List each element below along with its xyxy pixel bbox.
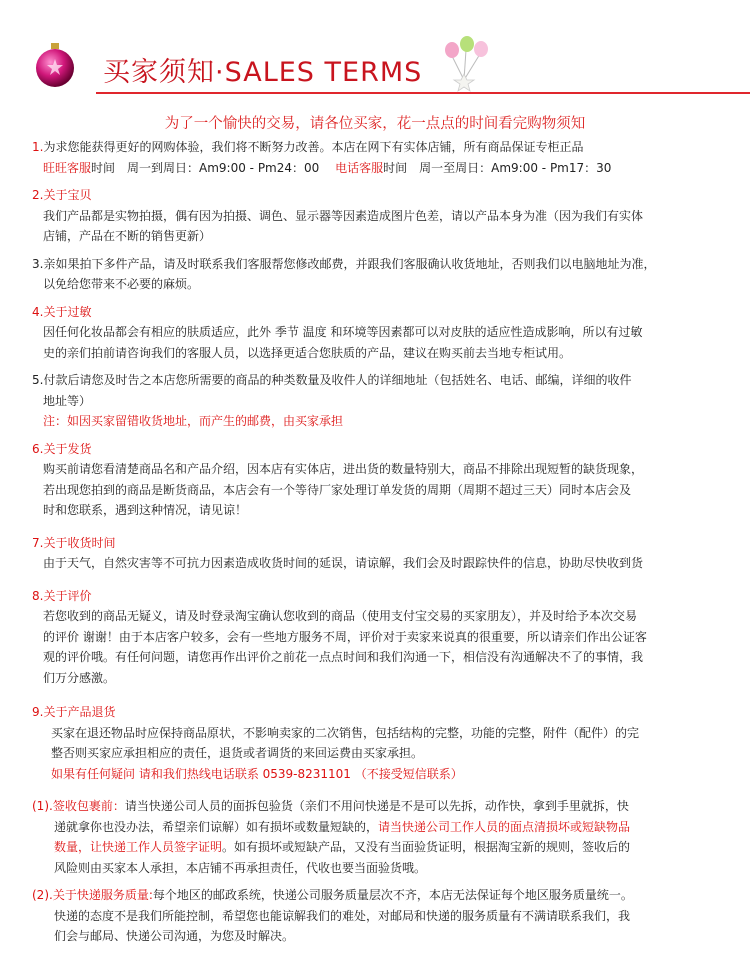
section-text: 由于天气，自然灾害等不可抗力因素造成收货时间的延误，请谅解，我们会及时跟踪快件的信息，协助尽快收到货 bbox=[43, 556, 644, 570]
section-text: 以免给您带来不必要的麻烦。 bbox=[43, 277, 200, 291]
subtitle: 为了一个愉快的交易，请各位买家，花一点点的时间看完购物须知 bbox=[164, 116, 586, 132]
address-note: 注：如因买家留错收货地址，而产生的邮费，由买家承担 bbox=[43, 414, 344, 428]
section-title: 9.关于产品退货 bbox=[32, 705, 116, 719]
phone-service-hours: 时间 周一至周日：Am9:00 - Pm17：30 bbox=[383, 160, 612, 175]
section-text: 5.付款后请您及时告之本店您所需要的商品的种类数量及收件人的详细地址（包括姓名、电话、邮编，详细的收件 bbox=[32, 373, 632, 387]
section-title: 6.关于发货 bbox=[32, 441, 92, 456]
section-text: 地址等） bbox=[43, 393, 92, 408]
section-text: 每个地区的邮政系统，快递公司服务质量层次不齐，本店无法保证每个地区服务质量统一。 bbox=[152, 888, 633, 902]
hotline-text: 如果有任何疑问 请和我们热线电话联系 0539-8231101 （不接受短信联系） bbox=[51, 766, 463, 781]
page-title: 买家须知·SALES TERMS bbox=[103, 57, 423, 88]
wangwang-hours: 时间 周一到周日：Am9:00 - Pm24：00 bbox=[91, 160, 320, 175]
section-returns bbox=[32, 702, 738, 784]
courier-lead: (2).关于快递服务质量: bbox=[32, 888, 153, 902]
section-intro bbox=[32, 137, 738, 178]
section-text: 店铺，产品在不断的销售更新） bbox=[43, 229, 212, 243]
section-delivery-time bbox=[32, 533, 738, 574]
section-text: 们会与邮局、快递公司沟通，为您及时解决。 bbox=[54, 929, 295, 943]
section-title: 2.关于宝贝 bbox=[32, 188, 92, 202]
section-address bbox=[32, 370, 738, 432]
wangwang-label: 旺旺客服 bbox=[43, 160, 92, 175]
section-text: 购买前请您看清楚商品名和产品介绍，因本店有实体店，进出货的数量特别大，商品不排除出现短暂的缺货现象， bbox=[43, 462, 644, 476]
intro-line: 为求您能获得更好的网购体验，我们将不断努力改善。本店在网下有实体店铺，所有商品保证专柜正品 bbox=[43, 140, 584, 154]
section-text: 史的亲们拍前请咨询我们的客服人员，以选择更适合您肤质的产品，建议在购买前去当地专柜试用。 bbox=[43, 345, 572, 360]
balloons-icon bbox=[430, 36, 500, 94]
section-reviews bbox=[32, 586, 738, 689]
section-text: 的评价 谢谢！由于本店客户较多，会有一些地方服务不周，评价对于卖家来说真的很重要，所以请亲们作出公证客 bbox=[43, 629, 647, 644]
section-courier-quality bbox=[32, 885, 738, 947]
section-text: 快递的态度不是我们所能控制，希望您也能谅解我们的难处，对邮局和快递的服务质量有不满请联系我们，我 bbox=[54, 908, 631, 923]
section-shipping bbox=[32, 439, 738, 521]
section-text: 递就拿你也没办法，希望亲们谅解）如有损坏或数量短缺的， bbox=[54, 819, 379, 834]
section-text: 因任何化妆品都会有相应的肤质适应，此外 季节 温度 和环境等因素都可以对皮肤的适应性造成影响，所以有过敏 bbox=[43, 325, 643, 339]
section-text: 整否则买家应承担相应的责任，退货或者调货的来回运费由买家承担。 bbox=[51, 746, 424, 760]
header-divider bbox=[96, 92, 750, 94]
section-text: 们万分感激。 bbox=[43, 670, 116, 685]
phone-service-label: 电话客服 bbox=[335, 160, 384, 175]
christmas-ornament-icon bbox=[32, 42, 78, 88]
section-text: 买家在退还物品时应保持商品原状，不影响卖家的二次销售，包括结构的完整，功能的完整，附件（配件）的完 bbox=[51, 725, 640, 740]
section-text: 观的评价哦。有任何问题，请您再作出评价之前花一点点时间和我们沟通一下，相信没有沟通解决不了的事情，我 bbox=[43, 650, 644, 664]
section-text: 若您收到的商品无疑义，请及时登录淘宝确认您收到的商品（使用支付宝交易的买家朋友），并及时给予本次交易 bbox=[43, 609, 638, 623]
section-title: 7.关于收货时间 bbox=[32, 535, 116, 550]
header bbox=[0, 0, 750, 110]
signing-highlight: 请当快递公司工作人员的面点清损坏或短缺物品 bbox=[378, 819, 631, 834]
signing-lead: (1).签收包裹前： bbox=[32, 799, 125, 813]
section-title: 8.关于评价 bbox=[32, 588, 92, 603]
section-products bbox=[32, 185, 738, 247]
intro-number: 1. bbox=[32, 140, 44, 154]
section-text: 。如有损坏或短缺产品，又没有当面验货证明，根据淘宝新的规则，签收后的 bbox=[222, 840, 631, 854]
section-title: 4.关于过敏 bbox=[32, 304, 92, 319]
terms-content bbox=[32, 137, 738, 954]
section-text: 我们产品都是实物拍摄，偶有因为拍摄、调色、显示器等因素造成图片色差，请以产品本身为准（因为我们有实体 bbox=[43, 208, 644, 223]
section-text: 风险则由买家本人承担，本店铺不再承担责任，代收也要当面验货哦。 bbox=[54, 860, 427, 875]
section-allergy bbox=[32, 302, 738, 364]
section-signing bbox=[32, 796, 738, 878]
section-multiple-items bbox=[32, 254, 738, 295]
section-text: 请当快递公司人员的面拆包验货（亲们不用问快递是不是可以先拆，动作快，拿到手里就拆，快 bbox=[124, 799, 629, 813]
section-text: 若出现您拍到的商品是断货商品，本店会有一个等待厂家处理订单发货的周期（周期不超过三天）同时本店会及 bbox=[43, 482, 632, 497]
section-text: 时和您联系，遇到这种情况，请见谅！ bbox=[43, 503, 248, 517]
signing-highlight: 数量，让快递工作人员签字证明 bbox=[54, 840, 223, 854]
section-text: 3.亲如果拍下多件产品，请及时联系我们客服帮您修改邮费，并跟我们客服确认收货地址，否则我们以电脑地址为准， bbox=[32, 256, 656, 271]
